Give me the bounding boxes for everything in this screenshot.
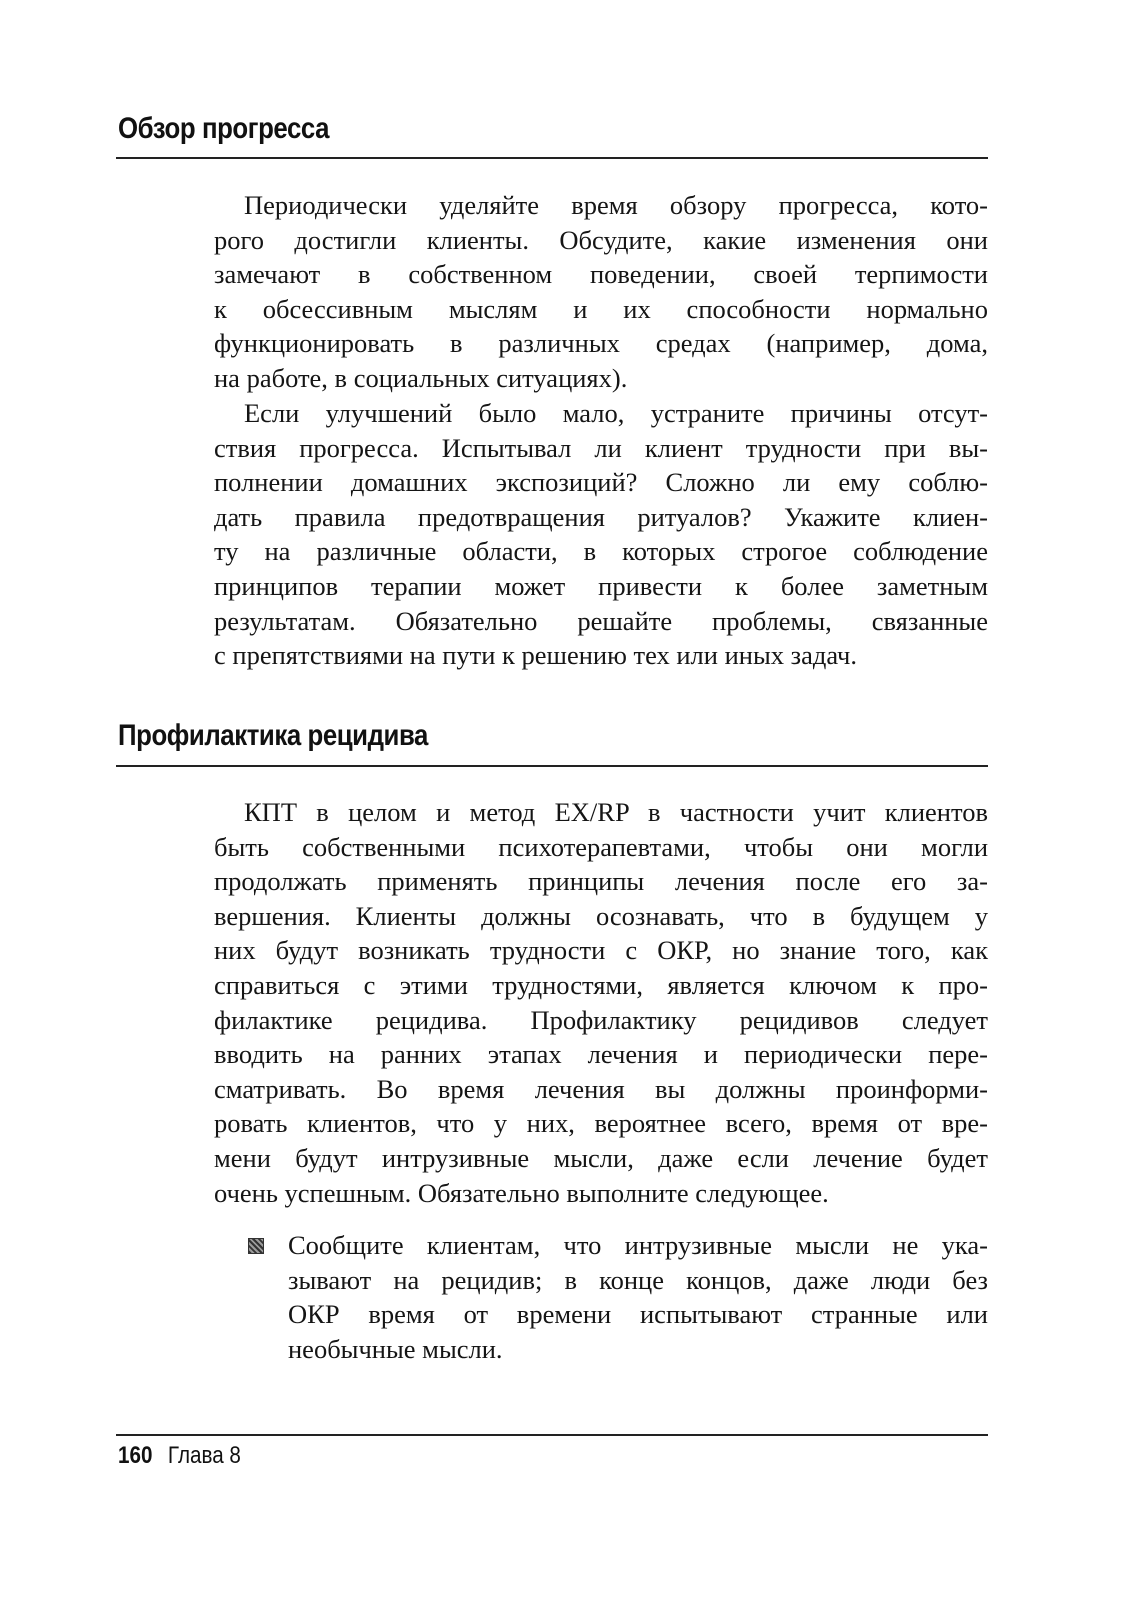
text-line: Если улучшений было мало, устраните причины отсут- (244, 398, 988, 428)
text-line: ту на различные области, в которых строгое соблюдение (214, 536, 988, 567)
section-title-relapse-prevention: Профилактика рецидива (118, 719, 428, 752)
text-line: ствия прогресса. Испытывал ли клиент трудности при вы- (214, 432, 988, 463)
paragraph (214, 188, 988, 396)
text-line: зывают на рецидив; в конце концов, даже люди без (288, 1264, 988, 1295)
list-item-text (288, 1228, 988, 1366)
text-line: дать правила предотвращения ритуалов? Укажите клиен- (214, 501, 988, 532)
text-line: филактике рецидива. Профилактику рецидивов следует (214, 1004, 988, 1035)
text-line: ОКР время от времени испытывают странные или (288, 1299, 988, 1330)
text-line: быть собственными психотерапевтами, чтобы они могли (214, 831, 988, 862)
square-bullet-icon (248, 1238, 264, 1254)
text-line: на работе, в социальных ситуациях). (214, 362, 628, 393)
text-line: мени будут интрузивные мысли, даже если лечение будет (214, 1142, 988, 1173)
text-line: Периодически уделяйте время обзору прогресса, кото- (244, 190, 988, 220)
text-line: функционировать в различных средах (например, дома, (214, 328, 988, 359)
text-line: полнении домашних экспозиций? Сложно ли ему соблю- (214, 467, 988, 498)
text-line: замечают в собственном поведении, своей терпимости (214, 259, 988, 290)
section-rule (116, 157, 988, 159)
text-line: продолжать применять принципы лечения после его за- (214, 866, 988, 897)
text-line: справиться с этими трудностями, является ключом к про- (214, 969, 988, 1000)
section-rule (116, 765, 988, 767)
page-footer (118, 1442, 241, 1470)
chapter-label: Глава 8 (167, 1442, 241, 1469)
text-line: КПТ в целом и метод EX/RP в частности учит клиентов (244, 797, 988, 827)
text-line: вводить на ранних этапах лечения и периодически пере- (214, 1039, 988, 1070)
section-title-progress-review: Обзор прогресса (118, 112, 330, 145)
page-number: 160 (118, 1442, 153, 1469)
text-line: очень успешным. Обязательно выполните следующее. (214, 1177, 829, 1208)
text-line: них будут возникать трудности с ОКР, но знание того, как (214, 935, 988, 966)
text-line: к обсессивным мыслям и их способности нормально (214, 293, 988, 324)
paragraph (214, 396, 988, 673)
text-line: рого достигли клиенты. Обсудите, какие изменения они (214, 224, 988, 255)
text-line: с препятствиями на пути к решению тех или иных задач. (214, 640, 858, 671)
paragraph (214, 795, 988, 1210)
text-line: вершения. Клиенты должны осознавать, что в будущем у (214, 900, 988, 931)
text-line: Сообщите клиентам, что интрузивные мысли не ука- (288, 1230, 988, 1260)
footer-rule (116, 1434, 988, 1436)
text-line: принципов терапии может привести к более заметным (214, 570, 988, 601)
text-line: сматривать. Во время лечения вы должны проинформи- (214, 1073, 988, 1104)
text-line: результатам. Обязательно решайте проблемы, связанные (214, 605, 988, 636)
text-line: необычные мысли. (288, 1333, 503, 1364)
text-line: ровать клиентов, что у них, вероятнее всего, время от вре- (214, 1108, 988, 1139)
